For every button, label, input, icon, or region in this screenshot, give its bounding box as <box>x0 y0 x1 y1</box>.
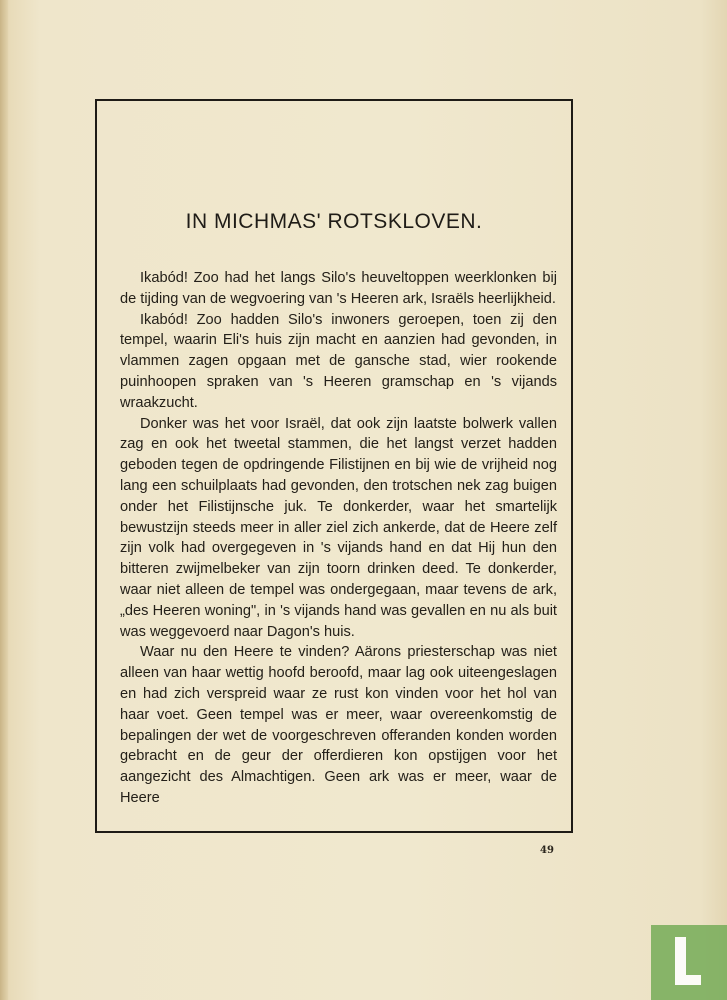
page-number: 49 <box>540 845 554 856</box>
paragraph: Ikabód! Zoo hadden Silo's inwoners geroepen, toen zij den tempel, waarin Eli's huis zijn macht en aanzien had gevonden, in vlammen zagen opgaan met de gansche stad, wier rookende puinhoopen spraken van 's Heeren gramschap en 's vijands wraakzucht. <box>120 311 557 411</box>
letter-l-logo-icon <box>651 925 727 1000</box>
body-text <box>120 268 557 809</box>
paragraph: Waar nu den Heere te vinden? Aärons priesterschap was niet alleen van haar wettig hoofd beroofd, maar lag ook uiteengeslagen en had zich verspreid waar ze rust kon vinden voor het hol van haar voet. Geen tempel was er meer, waar overeenkomstig de bepalingen der wet de voorgeschreven offeranden konden worden gebracht en de geur der offerdieren kon opstijgen voor het aangezicht des Almachtigen. Geen ark was er meer, waar de Heere <box>120 644 557 806</box>
letter-l-logo-glyph <box>673 935 703 987</box>
chapter-title: IN MICHMAS' ROTSKLOVEN. <box>185 210 483 233</box>
page-binding-edge <box>0 0 8 1000</box>
paragraph: Donker was het voor Israël, dat ook zijn laatste bolwerk vallen zag en ook het tweetal stammen, die het langst verzet hadden geboden tegen de opdringende Filistijnen en bij wie de vrijheid nog lang een schuilplaats had gevonden, den trotschen nek zag buigen onder het Filistijnsche juk. Te donkerder, waar het smartelijk bewustzijn steeds meer in aller ziel zich ankerde, dat de Heere zelf zijn volk had overgegeven in 's vijands hand en dat Hij hun den bitteren zwijmelbeker van zijn toorn drinken deed. Te donkerder, waar niet alleen de tempel was ondergegaan, maar tevens de ark, „des Heeren woning", in 's vijands hand was gevallen en nu als buit was weggevoerd naar Dagon's huis. <box>120 415 557 640</box>
paragraph: Ikabód! Zoo had het langs Silo's heuveltoppen weerklonken bij de tijding van de wegvoering van 's Heeren ark, Israëls heerlijkheid. <box>120 270 557 307</box>
